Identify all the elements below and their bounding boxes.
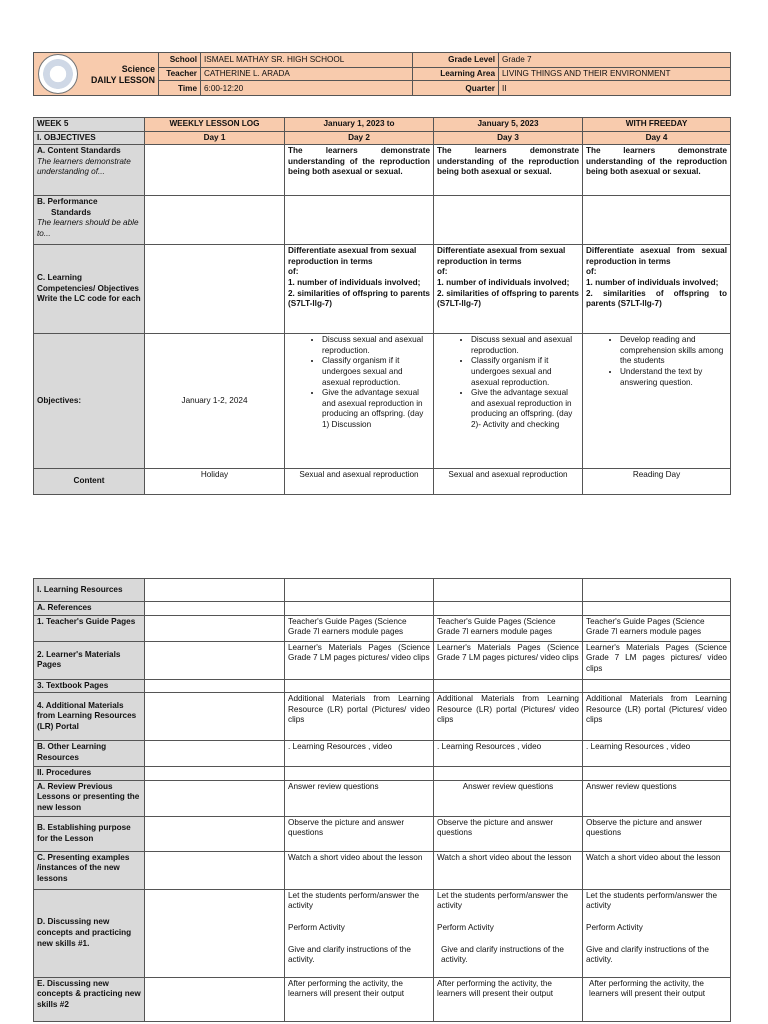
- empty-cell: [434, 579, 583, 602]
- am-day3: Additional Materials from Learning Resource (LR) portal (Pictures/ video clips: [434, 693, 583, 741]
- learning-competencies-label: C. Learning Competencies/ Objectives Write the LC code for each: [34, 245, 145, 334]
- cs-day3: The learners demonstrate understanding of the reproduction being both asexual or sexual.: [434, 145, 583, 196]
- content-standards-sub: The learners demonstrate understanding of...: [37, 156, 131, 177]
- objectives-label: Objectives:: [34, 334, 145, 469]
- freeday-label: WITH FREEDAY: [583, 118, 731, 132]
- empty-cell: [145, 816, 285, 851]
- lc-line: 2. similarities of offspring to parents (S7LT-llg-7): [288, 288, 430, 309]
- lc-line: Differentiate asexual from sexual reproduction in terms: [437, 246, 566, 266]
- date-end: January 5, 2023: [434, 118, 583, 132]
- deped-seal-logo: [38, 54, 78, 94]
- empty-cell: [583, 679, 731, 693]
- teachers-guide-label: 1. Teacher's Guide Pages: [34, 615, 145, 641]
- pe-day3: Watch a short video about the lesson: [434, 851, 583, 889]
- obj-day1: January 1-2, 2024: [145, 334, 285, 469]
- empty-cell: [145, 767, 285, 781]
- empty-cell: [145, 579, 285, 602]
- ps-day2: [285, 196, 434, 245]
- school-value: ISMAEL MATHAY SR. HIGH SCHOOL: [201, 53, 413, 68]
- grade-level-value: Grade 7: [499, 53, 731, 68]
- empty-cell: [145, 602, 285, 616]
- content-day3: Sexual and asexual reproduction: [434, 469, 583, 495]
- list-item: • Classify organism if it undergoes sexual and asexual reproduction.: [471, 356, 579, 388]
- lc-day3: [434, 245, 583, 334]
- list-item: • Understand the text by answering question.: [620, 367, 727, 388]
- obj-day4: [583, 334, 731, 469]
- performance-standards-label: [34, 196, 145, 245]
- tg-day3: Teacher's Guide Pages (Science Grade 7l earners module pages: [434, 615, 583, 641]
- list-item: • Classify organism if it undergoes sexual and asexual reproduction.: [322, 356, 430, 388]
- grade-level-label: Grade Level: [413, 53, 499, 68]
- am-day4: Additional Materials from Learning Resource (LR) portal (Pictures/ video clips: [583, 693, 731, 741]
- review-previous-label: A. Review Previous Lessons or presenting the new lesson: [34, 780, 145, 816]
- quarter-label: Quarter: [413, 81, 499, 96]
- empty-cell: [145, 615, 285, 641]
- quarter-value: II: [499, 81, 731, 96]
- ps-sub: The learners should be able to...: [37, 218, 139, 238]
- ps-title-1: B. Performance: [37, 197, 98, 207]
- list-item: • Discuss sexual and asexual reproduction.: [322, 335, 430, 356]
- pe-day2: Watch a short video about the lesson: [285, 851, 434, 889]
- school-label: School: [159, 53, 201, 68]
- ep-day4: Observe the picture and answer questions: [583, 816, 731, 851]
- other-learning-resources-label: B. Other Learning Resources: [34, 741, 145, 767]
- dn-day4: [583, 889, 731, 977]
- objectives-heading: I. OBJECTIVES: [34, 131, 145, 145]
- date-start: January 1, 2023 to: [285, 118, 434, 132]
- empty-cell: [583, 767, 731, 781]
- lc-day1: [145, 245, 285, 334]
- olr-day4: . Learning Resources , video: [583, 741, 731, 767]
- empty-cell: [145, 693, 285, 741]
- list-item: • Develop reading and comprehension skills among the students: [620, 335, 727, 367]
- header-table: [33, 52, 731, 96]
- references-heading: A. References: [34, 602, 145, 616]
- en-day2: After performing the activity, the learners will present their output: [285, 977, 434, 1021]
- rv-day2: Answer review questions: [285, 780, 434, 816]
- procedures-heading: II. Procedures: [34, 767, 145, 781]
- day-1-heading: Day 1: [145, 131, 285, 145]
- lc-line: 2. similarities of offspring to parents (S7LT-llg-7): [437, 288, 579, 309]
- day-4-heading: Day 4: [583, 131, 731, 145]
- dn-line: Give and clarify instructions of the activity.: [288, 944, 411, 965]
- olr-day3: . Learning Resources , video: [434, 741, 583, 767]
- empty-cell: [145, 679, 285, 693]
- time-value: 6:00-12:20: [201, 81, 413, 96]
- lc-line: 1. number of individuals involved;: [586, 277, 719, 287]
- week-label: WEEK 5: [34, 118, 145, 132]
- list-item: • Discuss sexual and asexual reproduction.: [471, 335, 579, 356]
- am-day2: Additional Materials from Learning Resource (LR) portal (Pictures/ video clips: [285, 693, 434, 741]
- procedures-table: [33, 578, 731, 1022]
- textbook-pages-label: 3. Textbook Pages: [34, 679, 145, 693]
- presenting-examples-label: C. Presenting examples /instances of the new lessons: [34, 851, 145, 889]
- lc-line: of:: [437, 267, 448, 277]
- ps-day4: [583, 196, 731, 245]
- empty-cell: [145, 780, 285, 816]
- dn-line: Perform Activity: [586, 922, 643, 932]
- content-standards-title: A. Content Standards: [37, 146, 121, 156]
- cs-day4: The learners demonstrate understanding of the reproduction being both asexual or sexual.: [583, 145, 731, 196]
- time-label: Time: [159, 81, 201, 96]
- lc-line: of:: [586, 267, 597, 277]
- list-item: • Give the advantage sexual and asexual reproduction in producing an offspring. (day 2)- Activity and checking: [471, 388, 579, 430]
- empty-cell: [145, 889, 285, 977]
- empty-cell: [434, 767, 583, 781]
- learners-materials-label: 2. Learner's Materials Pages: [34, 641, 145, 679]
- ps-day3: [434, 196, 583, 245]
- establishing-purpose-label: B. Establishing purpose for the Lesson: [34, 816, 145, 851]
- lm-day2: Learner's Materials Pages (Science Grade 7 LM pages pictures/ video clips: [285, 641, 434, 679]
- content-day2: Sexual and asexual reproduction: [285, 469, 434, 495]
- empty-cell: [285, 579, 434, 602]
- obj-day2: [285, 334, 434, 469]
- lc-day2: [285, 245, 434, 334]
- empty-cell: [285, 767, 434, 781]
- lc-line: of:: [288, 267, 299, 277]
- ps-title-2: Standards: [51, 207, 92, 217]
- dn-line: Give and clarify instructions of the activity.: [586, 944, 709, 965]
- learning-resources-heading: I. Learning Resources: [34, 579, 145, 602]
- en-day3: After performing the activity, the learners will present their output: [434, 977, 583, 1021]
- empty-cell: [285, 679, 434, 693]
- lm-day4: Learner's Materials Pages (Science Grade 7 LM pages pictures/ video clips: [583, 641, 731, 679]
- empty-cell: [583, 602, 731, 616]
- lc-line: Differentiate asexual from sexual reproduction in terms: [586, 246, 727, 266]
- rv-day3: Answer review questions: [434, 780, 583, 816]
- additional-materials-label: 4. Additional Materials from Learning Resources (LR) Portal: [34, 693, 145, 741]
- empty-cell: [583, 579, 731, 602]
- discussing-new-1-label: D. Discussing new concepts and practicing new skills #1.: [34, 889, 145, 977]
- weekly-log-label: WEEKLY LESSON LOG: [145, 118, 285, 132]
- teacher-label: Teacher: [159, 67, 201, 81]
- content-label: Content: [34, 469, 145, 495]
- lc-line: 1. number of individuals involved;: [437, 277, 570, 287]
- en-day4: After performing the activity, the learners will present their output: [583, 977, 731, 1021]
- dn-day2: [285, 889, 434, 977]
- header-title: DAILY LESSON: [90, 75, 155, 85]
- empty-cell: [145, 641, 285, 679]
- tg-day4: Teacher's Guide Pages (Science Grade 7l earners module pages: [583, 615, 731, 641]
- cs-day2: The learners demonstrate understanding of the reproduction being both asexual or sexual.: [285, 145, 434, 196]
- empty-cell: [145, 741, 285, 767]
- dn-day3: [434, 889, 583, 977]
- discussing-new-2-label: E. Discussing new concepts & practicing new skills #2: [34, 977, 145, 1021]
- lm-day3: Learner's Materials Pages (Science Grade 7 LM pages pictures/ video clips: [434, 641, 583, 679]
- empty-cell: [145, 851, 285, 889]
- dn-line: Give and clarify instructions of the activity.: [441, 944, 564, 965]
- content-day4: Reading Day: [583, 469, 731, 495]
- teacher-value: CATHERINE L. ARADA: [201, 67, 413, 81]
- content-day1: Holiday: [145, 469, 285, 495]
- list-item: • Give the advantage sexual and asexual reproduction in producing an offspring. (day 1) Discussion: [322, 388, 430, 430]
- lc-line: 1. number of individuals involved;: [288, 277, 421, 287]
- header-title-cell: [34, 53, 159, 96]
- empty-cell: [434, 602, 583, 616]
- lesson-log-table: [33, 117, 731, 495]
- lc-day4: [583, 245, 731, 334]
- lc-line: 2. similarities of offspring to parents (S7LT-llg-7): [586, 288, 727, 309]
- obj-day3: [434, 334, 583, 469]
- ep-day3: Observe the picture and answer questions: [434, 816, 583, 851]
- dn-line: Let the students perform/answer the activity: [437, 890, 569, 911]
- header-subject: Science: [121, 64, 155, 74]
- dn-line: Let the students perform/answer the activity: [586, 890, 718, 911]
- ep-day2: Observe the picture and answer questions: [285, 816, 434, 851]
- tg-day2: Teacher's Guide Pages (Science Grade 7l earners module pages: [285, 615, 434, 641]
- cs-day1: [145, 145, 285, 196]
- pe-day4: Watch a short video about the lesson: [583, 851, 731, 889]
- learning-area-label: Learning Area: [413, 67, 499, 81]
- empty-cell: [285, 602, 434, 616]
- rv-day4: Answer review questions: [583, 780, 731, 816]
- dn-line: Perform Activity: [437, 922, 494, 932]
- day-2-heading: Day 2: [285, 131, 434, 145]
- olr-day2: . Learning Resources , video: [285, 741, 434, 767]
- empty-cell: [434, 679, 583, 693]
- content-standards-label: [34, 145, 145, 196]
- dn-line: Perform Activity: [288, 922, 345, 932]
- learning-area-value: LIVING THINGS AND THEIR ENVIRONMENT: [499, 67, 731, 81]
- ps-day1: [145, 196, 285, 245]
- dn-line: Let the students perform/answer the activity: [288, 890, 420, 911]
- lc-line: Differentiate asexual from sexual reproduction in terms: [288, 246, 417, 266]
- day-3-heading: Day 3: [434, 131, 583, 145]
- empty-cell: [145, 977, 285, 1021]
